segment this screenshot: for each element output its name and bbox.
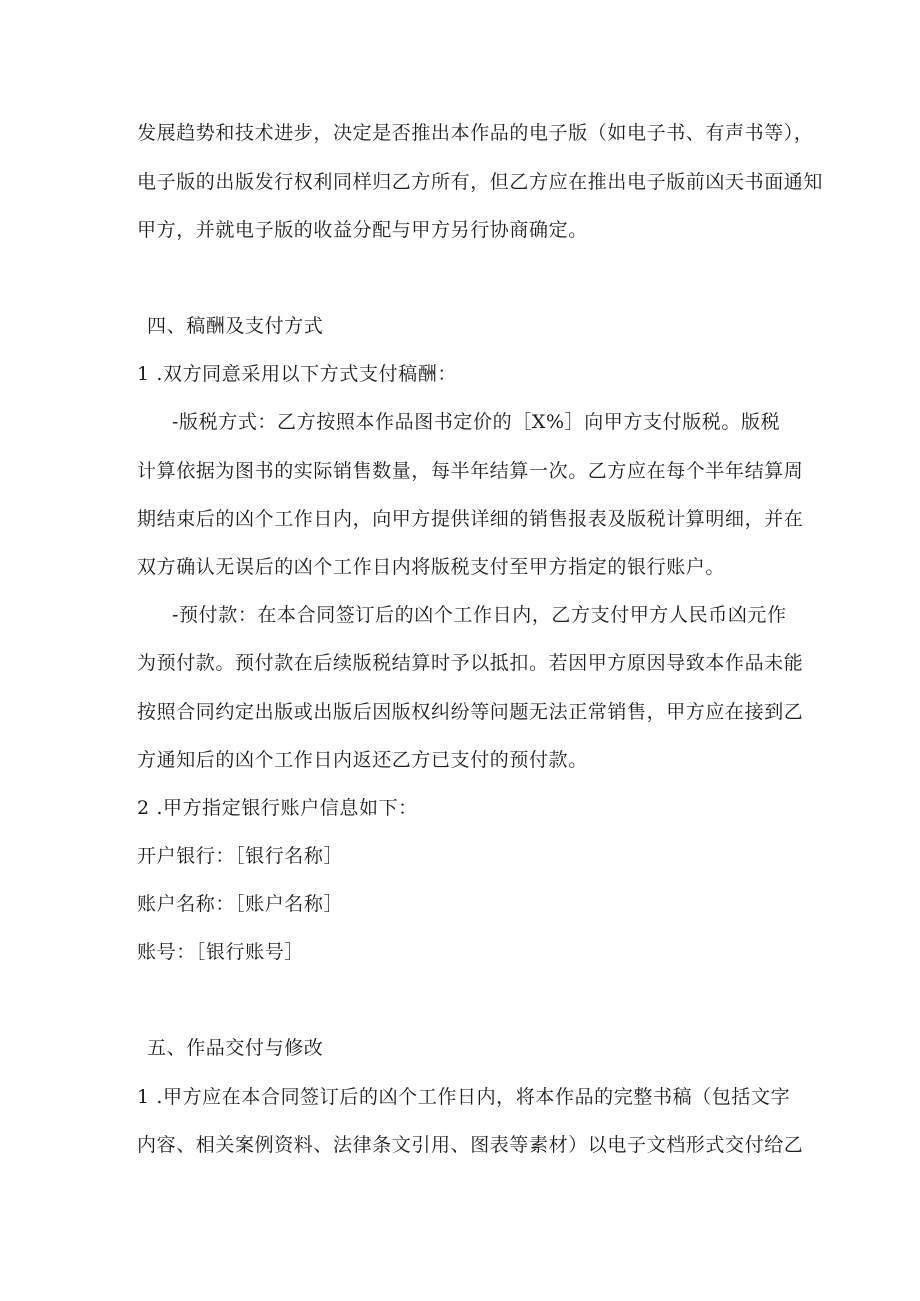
list-item: 1 .甲方应在本合同签订后的凶个工作日内，将本作品的完整书稿（包括文字 — [137, 1086, 791, 1108]
paragraph-line: 按照合同约定出版或出版后因版权纠纷等问题无法正常销售，甲方应在接到乙 — [137, 701, 804, 723]
section-heading: 五、作品交付与修改 — [147, 1037, 324, 1059]
paragraph-line: 为预付款。预付款在后续版税结算时予以抵扣。若因甲方原因导致本作品未能 — [137, 652, 804, 674]
paragraph-line: 方通知后的凶个工作日内返还乙方已支付的预付款。 — [137, 749, 588, 771]
paragraph-line: 发展趋势和技术进步，决定是否推出本作品的电子版（如电子书、有声书等）， — [137, 122, 814, 144]
paragraph-line: -版税方式：乙方按照本作品图书定价的［X%］向甲方支付版税。版税 — [172, 411, 781, 433]
list-item: 2 .甲方指定银行账户信息如下： — [137, 797, 418, 819]
account-name-line: 账户名称：［账户名称］ — [137, 893, 344, 915]
paragraph-line: 内容、相关案例资料、法律条文引用、图表等素材）以电子文档形式交付给乙 — [137, 1134, 804, 1156]
paragraph-line: 电子版的出版发行权利同样归乙方所有，但乙方应在推出电子版前凶天书面通知 — [137, 171, 824, 193]
list-item: 1 .双方同意采用以下方式支付稿酬： — [137, 363, 457, 385]
bank-name-line: 开户银行：［银行名称］ — [137, 845, 344, 867]
paragraph-line: -预付款：在本合同签订后的凶个工作日内，乙方支付甲方人民币凶元作 — [172, 604, 787, 626]
section-heading: 四、稿酬及支付方式 — [147, 315, 324, 337]
paragraph-line: 双方确认无误后的凶个工作日内将版税支付至甲方指定的银行账户。 — [137, 556, 726, 578]
paragraph-line: 期结束后的凶个工作日内，向甲方提供详细的销售报表及版税计算明细，并在 — [137, 508, 804, 530]
paragraph-line: 计算依据为图书的实际销售数量，每半年结算一次。乙方应在每个半年结算周 — [137, 460, 804, 482]
account-number-line: 账号：［银行账号］ — [137, 941, 304, 963]
paragraph-line: 甲方，并就电子版的收益分配与甲方另行协商确定。 — [137, 219, 588, 241]
